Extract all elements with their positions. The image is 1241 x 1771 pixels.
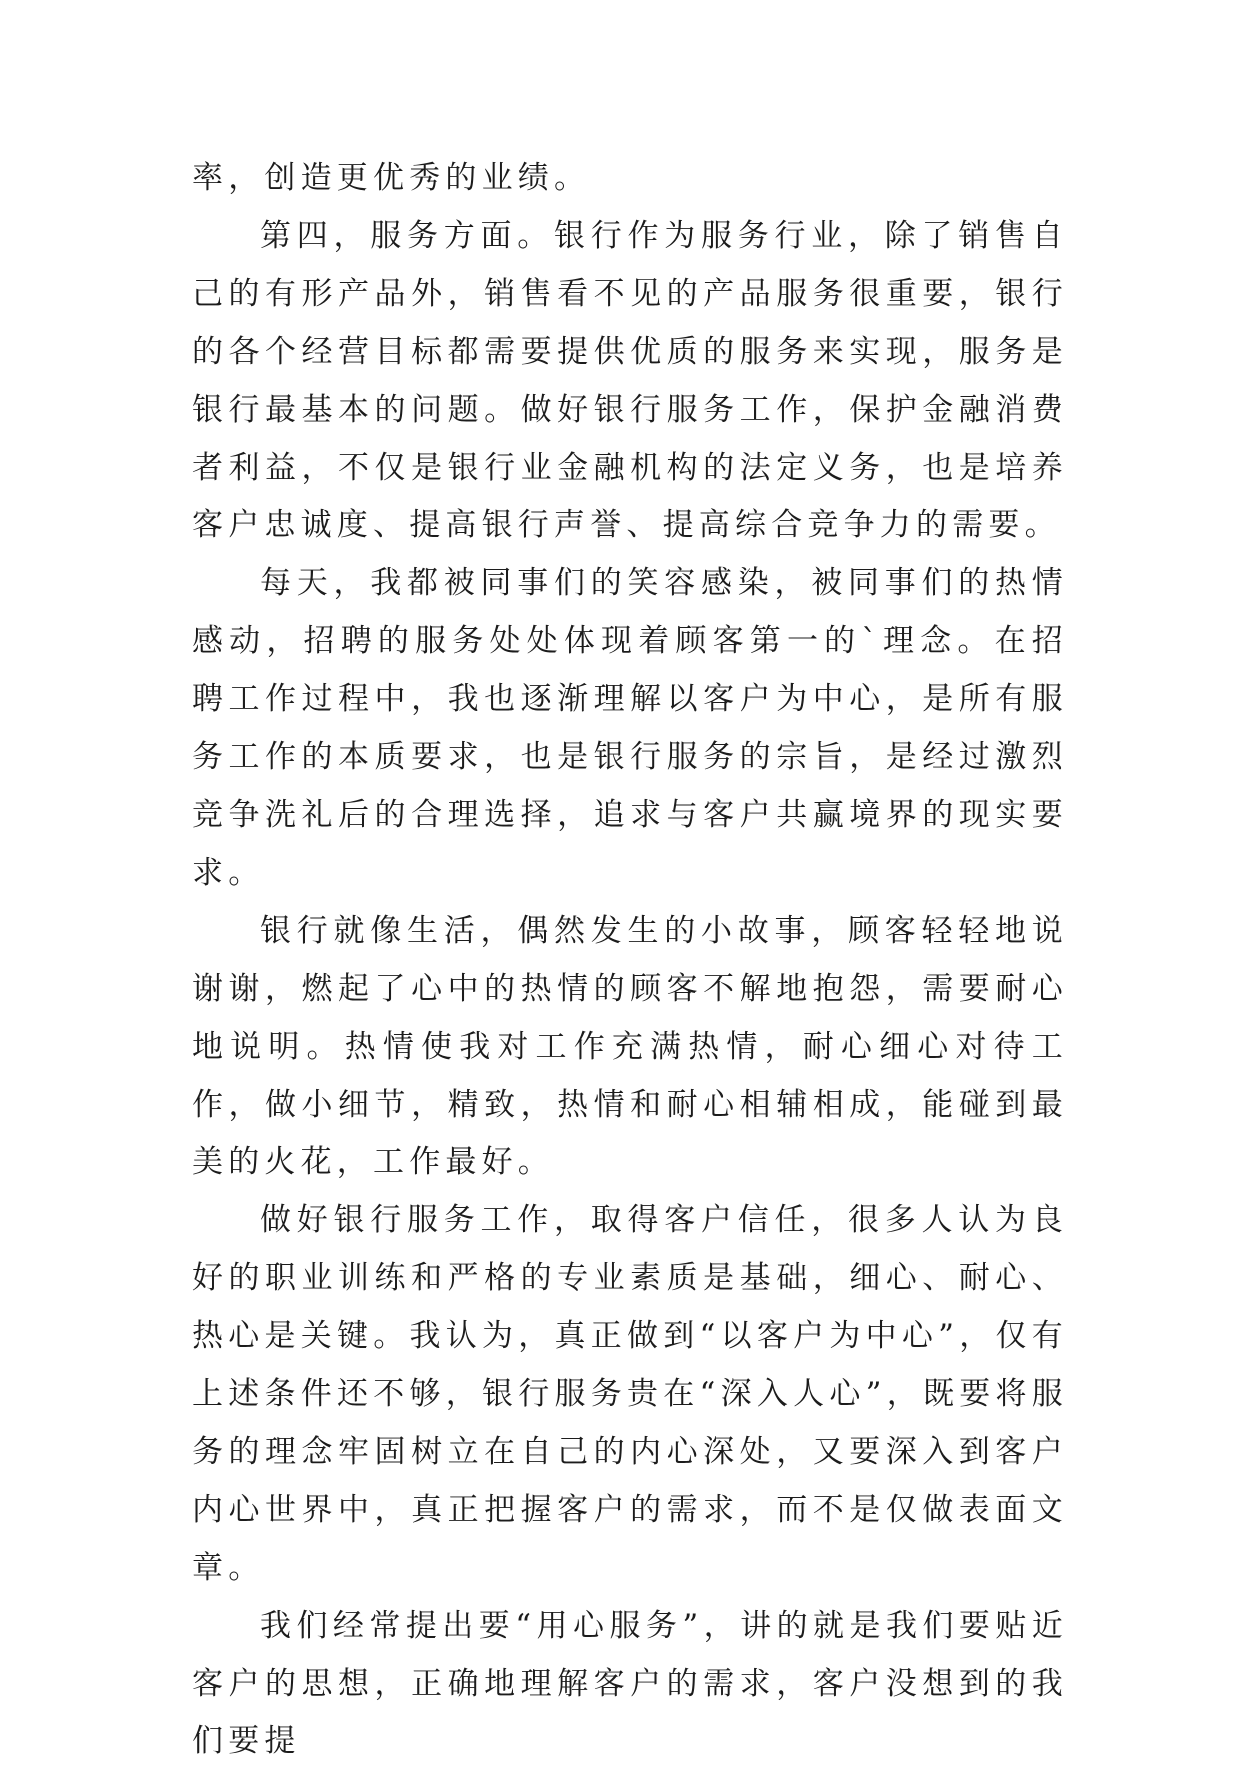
document-body — [192, 150, 1068, 1771]
paragraph-3: 每天，我都被同事们的笑容感染，被同事们的热情感动，招聘的服务处处体现着顾客第一的`理念。在招聘工作过程中，我也逐渐理解以客户为中心，是所有服务工作的本质要求，也是银行服务的宗旨，是经过激烈竞争洗礼后的合理选择，追求与客户共赢境界的现实要求。 — [192, 565, 1068, 891]
paragraph-5: 做好银行服务工作，取得客户信任，很多人认为良好的职业训练和严格的专业素质是基础，细心、耐心、热心是关键。我认为，真正做到“以客户为中心”，仅有上述条件还不够，银行服务贵在“深入人心”，既要将服务的理念牢固树立在自己的内心深处，又要深入到客户内心世界中，真正把握客户的需求，而不是仅做表面文章。 — [192, 1202, 1068, 1586]
paragraph-4: 银行就像生活，偶然发生的小故事，顾客轻轻地说谢谢，燃起了心中的热情的顾客不解地抱怨，需要耐心地说明。热情使我对工作充满热情，耐心细心对待工作，做小细节，精致，热情和耐心相辅相成，能碰到最美的火花，工作最好。 — [192, 912, 1068, 1181]
paragraph-1: 率，创造更优秀的业绩。 — [192, 160, 591, 196]
paragraph-2: 第四，服务方面。银行作为服务行业，除了销售自己的有形产品外，销售看不见的产品服务很重要，银行的各个经营目标都需要提供优质的服务来实现，服务是银行最基本的问题。做好银行服务工作，保护金融消费者利益，不仅是银行业金融机构的法定义务，也是培养客户忠诚度、提高银行声誉、提高综合竞争力的需要。 — [192, 217, 1068, 544]
paragraph-6: 我们经常提出要“用心服务”，讲的就是我们要贴近客户的思想，正确地理解客户的需求，客户没想到的我们要提 — [192, 1607, 1068, 1760]
